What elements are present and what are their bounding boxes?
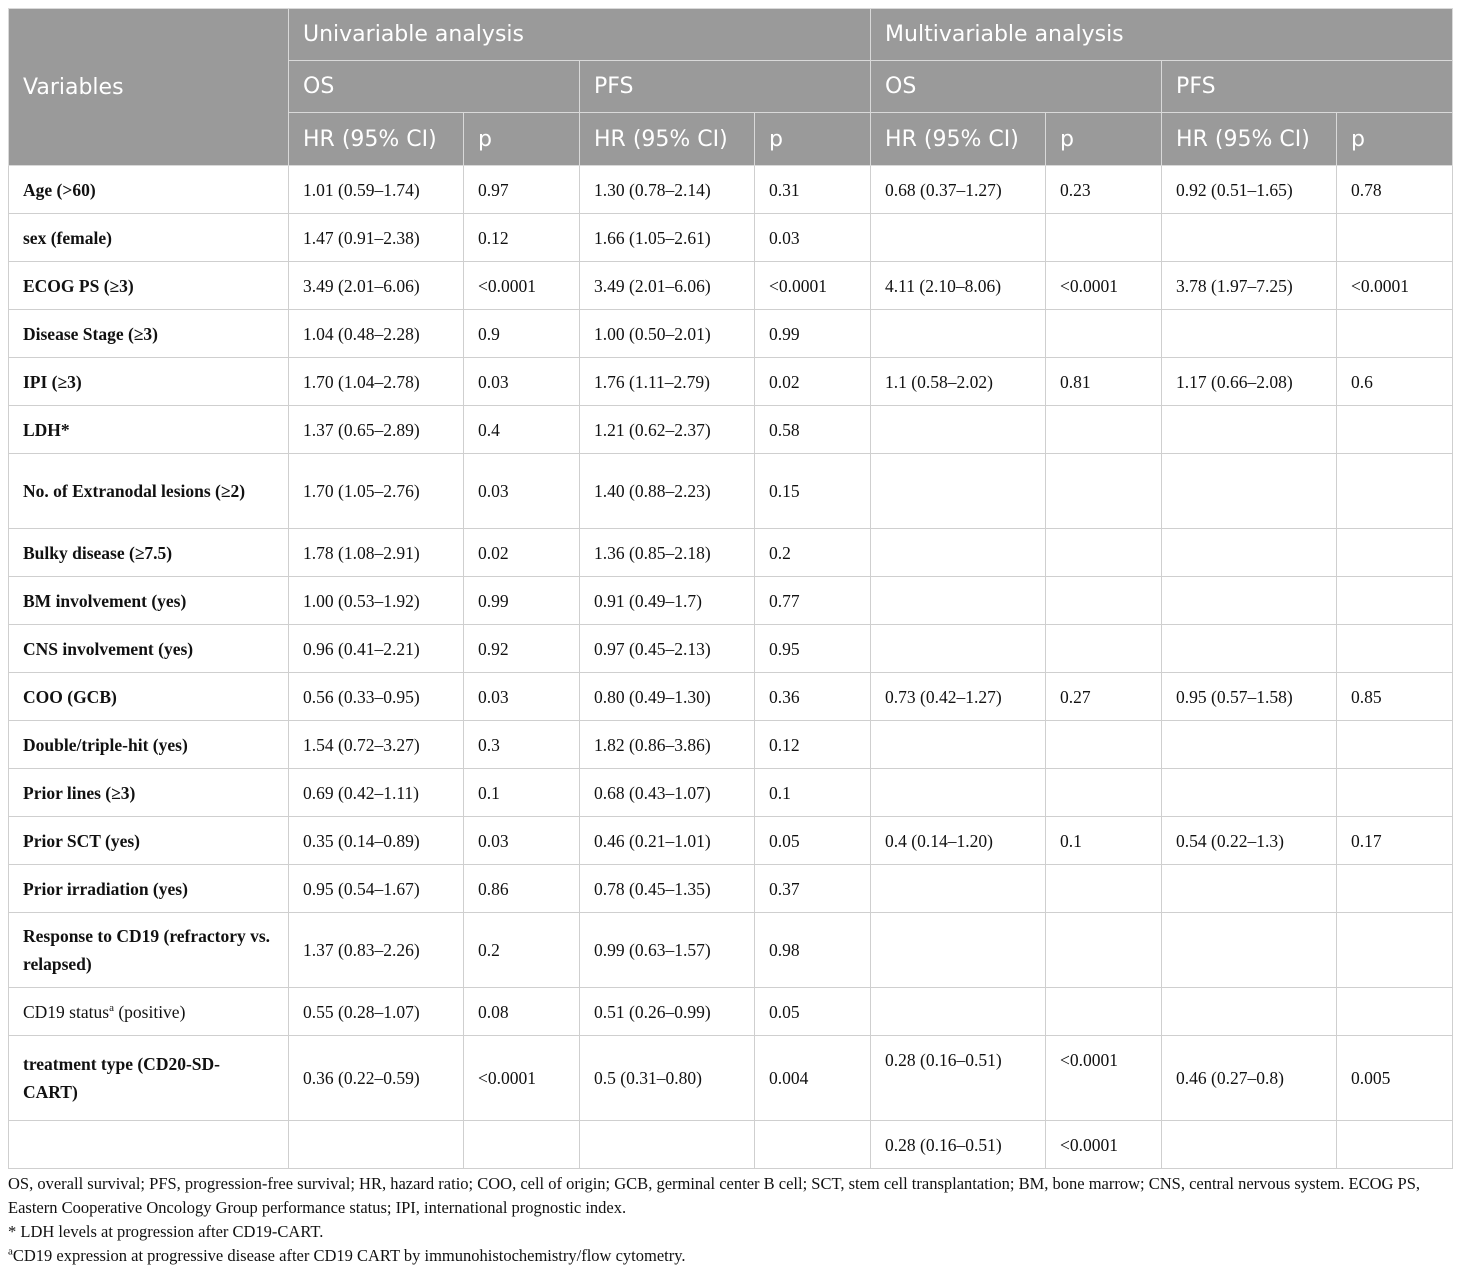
cell: 0.85 [1337,673,1453,721]
cell: 0.46 (0.27–0.8) [1162,1036,1337,1121]
cell [1337,625,1453,673]
cell [1162,529,1337,577]
cell: 1.30 (0.78–2.14) [580,166,755,214]
cell [1337,988,1453,1036]
cell: 0.58 [755,406,871,454]
cell [1162,1121,1337,1169]
cell: 1.04 (0.48–2.28) [289,310,464,358]
variable-cell: IPI (≥3) [9,358,289,406]
cell: 3.49 (2.01–6.06) [289,262,464,310]
cell [1046,454,1162,529]
cell: 0.99 [464,577,580,625]
variable-cell [9,1121,289,1169]
cell: 0.78 [1337,166,1453,214]
cell: 1.70 (1.05–2.76) [289,454,464,529]
cell: 0.46 (0.21–1.01) [580,817,755,865]
cell: 0.69 (0.42–1.11) [289,769,464,817]
cell: 0.5 (0.31–0.80) [580,1036,755,1121]
cell: 0.68 (0.43–1.07) [580,769,755,817]
cell: 0.35 (0.14–0.89) [289,817,464,865]
header-hr: HR (95% CI) [1162,113,1337,166]
header-hr: HR (95% CI) [871,113,1046,166]
cell [1046,529,1162,577]
cell [1337,913,1453,988]
cell: 0.02 [755,358,871,406]
cell: 1.37 (0.83–2.26) [289,913,464,988]
cell: 0.73 (0.42–1.27) [871,673,1046,721]
table-row [9,1121,1453,1169]
variable-cell: Prior irradiation (yes) [9,865,289,913]
cell: 0.95 [755,625,871,673]
cell: <0.0001 [1046,262,1162,310]
cell [1337,406,1453,454]
cell: 0.2 [464,913,580,988]
cell [871,214,1046,262]
cell [1046,769,1162,817]
cell [1162,577,1337,625]
footnote-marker: a [109,1001,114,1014]
cell: 0.68 (0.37–1.27) [871,166,1046,214]
header-univariable: Univariable analysis [289,9,871,61]
cell: 0.77 [755,577,871,625]
cell [871,406,1046,454]
header-variables: Variables [9,9,289,166]
cell: 0.03 [755,214,871,262]
header-p: p [755,113,871,166]
table-body [9,166,1453,1169]
cell [871,721,1046,769]
table-row [9,214,1453,262]
variable-cell: COO (GCB) [9,673,289,721]
cell [1337,769,1453,817]
cell: 1.21 (0.62–2.37) [580,406,755,454]
cell: 0.1 [464,769,580,817]
cell: 0.27 [1046,673,1162,721]
header-uni-pfs: PFS [580,61,871,113]
table-row [9,529,1453,577]
cell: 0.15 [755,454,871,529]
table-row [9,913,1453,988]
variable-cell: CNS involvement (yes) [9,625,289,673]
variable-cell: LDH* [9,406,289,454]
abbreviations-note: OS, overall survival; PFS, progression-free survival; HR, hazard ratio; COO, cell of origin; GCB, germinal center B cell; SCT, stem cell transplantation; BM, bone marrow; CNS, central nervous system. ECOG PS, Eastern Cooperative Oncology Group performance status; IPI, international prognostic index. [8,1174,1421,1217]
cell [580,1121,755,1169]
variable-cell: Prior SCT (yes) [9,817,289,865]
results-table [8,8,1453,1169]
cell: 1.47 (0.91–2.38) [289,214,464,262]
cell: 3.49 (2.01–6.06) [580,262,755,310]
table-row [9,454,1453,529]
variable-cell [9,988,289,1036]
cell: 1.17 (0.66–2.08) [1162,358,1337,406]
cell: 0.9 [464,310,580,358]
table-row [9,721,1453,769]
cell [1046,577,1162,625]
cell [464,1121,580,1169]
cell [871,625,1046,673]
cell [871,913,1046,988]
table-container [8,8,1452,1169]
cell [1337,214,1453,262]
cell [871,454,1046,529]
cell [871,310,1046,358]
cell: 1.00 (0.53–1.92) [289,577,464,625]
header-p: p [1337,113,1453,166]
cell [871,529,1046,577]
variable-text: CD19 status [23,1001,110,1022]
cell: 0.36 [755,673,871,721]
cell [1162,988,1337,1036]
cell: <0.0001 [1046,1036,1162,1121]
variable-cell: ECOG PS (≥3) [9,262,289,310]
cell: 0.51 (0.26–0.99) [580,988,755,1036]
cell: 0.96 (0.41–2.21) [289,625,464,673]
cell: 3.78 (1.97–7.25) [1162,262,1337,310]
cell [871,577,1046,625]
table-row [9,577,1453,625]
cell: 1.00 (0.50–2.01) [580,310,755,358]
cell: 0.99 (0.63–1.57) [580,913,755,988]
cell: <0.0001 [1046,1121,1162,1169]
cell [1046,310,1162,358]
variable-cell: treatment type (CD20-SD-CART) [9,1036,289,1121]
cell [1162,625,1337,673]
variable-cell: sex (female) [9,214,289,262]
footnote-marker: a [8,1245,13,1258]
cell [1162,865,1337,913]
cell: 0.03 [464,817,580,865]
cell: 0.4 (0.14–1.20) [871,817,1046,865]
cell: <0.0001 [755,262,871,310]
cell [1162,310,1337,358]
table-row [9,406,1453,454]
table-row [9,358,1453,406]
cell: 0.55 (0.28–1.07) [289,988,464,1036]
header-multi-os: OS [871,61,1162,113]
cell [871,988,1046,1036]
cell: 4.11 (2.10–8.06) [871,262,1046,310]
cell [1337,529,1453,577]
cell: 1.82 (0.86–3.86) [580,721,755,769]
cell: 0.17 [1337,817,1453,865]
cell: 0.08 [464,988,580,1036]
variable-cell: Age (>60) [9,166,289,214]
table-row [9,865,1453,913]
cell: 1.1 (0.58–2.02) [871,358,1046,406]
cell: 0.1 [755,769,871,817]
cell: 0.05 [755,988,871,1036]
cd19-note [8,1244,1458,1268]
cell: 0.95 (0.54–1.67) [289,865,464,913]
cell [1337,577,1453,625]
header-multivariable: Multivariable analysis [871,9,1453,61]
cell [1337,865,1453,913]
cell [1162,406,1337,454]
table-row [9,625,1453,673]
cell: 0.92 [464,625,580,673]
variable-cell: BM involvement (yes) [9,577,289,625]
table-row [9,988,1453,1036]
cell [1162,454,1337,529]
cell: 0.78 (0.45–1.35) [580,865,755,913]
cell [1337,1121,1453,1169]
cell: 0.36 (0.22–0.59) [289,1036,464,1121]
cell: 0.12 [464,214,580,262]
cell: 0.95 (0.57–1.58) [1162,673,1337,721]
table-footnotes [8,1172,1458,1268]
cell: 0.98 [755,913,871,988]
cd19-note-text: CD19 expression at progressive disease after CD19 CART by immunohistochemistry/flow cytometry. [12,1246,686,1265]
cell: 0.92 (0.51–1.65) [1162,166,1337,214]
table-row [9,166,1453,214]
cell: 0.31 [755,166,871,214]
cell: 0.3 [464,721,580,769]
table-row [9,310,1453,358]
variable-cell: Disease Stage (≥3) [9,310,289,358]
cell: 0.03 [464,673,580,721]
cell [871,769,1046,817]
cell [1046,406,1162,454]
variable-cell: Double/triple-hit (yes) [9,721,289,769]
cell [1162,769,1337,817]
cell: 1.40 (0.88–2.23) [580,454,755,529]
cell: 0.81 [1046,358,1162,406]
cell [755,1121,871,1169]
cell: 1.78 (1.08–2.91) [289,529,464,577]
cell [1162,214,1337,262]
cell [1046,913,1162,988]
cell: <0.0001 [464,262,580,310]
cell [1337,721,1453,769]
cell [289,1121,464,1169]
cell: 1.01 (0.59–1.74) [289,166,464,214]
cell [1046,625,1162,673]
cell: 0.80 (0.49–1.30) [580,673,755,721]
cell: 0.005 [1337,1036,1453,1121]
table-row [9,769,1453,817]
header-hr: HR (95% CI) [289,113,464,166]
cell: 1.37 (0.65–2.89) [289,406,464,454]
cell [1046,721,1162,769]
cell: 0.99 [755,310,871,358]
cell: 0.1 [1046,817,1162,865]
cell: 0.97 (0.45–2.13) [580,625,755,673]
cell [1162,913,1337,988]
cell: 0.28 (0.16–0.51) [871,1121,1046,1169]
cell [871,865,1046,913]
cell: <0.0001 [1337,262,1453,310]
header-hr: HR (95% CI) [580,113,755,166]
variable-text: (positive) [113,1001,186,1022]
cell: 0.86 [464,865,580,913]
cell: 0.97 [464,166,580,214]
cell: 0.37 [755,865,871,913]
cell [1046,865,1162,913]
cell: 0.02 [464,529,580,577]
cell: 1.54 (0.72–3.27) [289,721,464,769]
cell: 0.2 [755,529,871,577]
ldh-note: * LDH levels at progression after CD19-CART. [8,1222,324,1241]
cell [1337,310,1453,358]
table-row [9,1036,1453,1121]
cell: 0.54 (0.22–1.3) [1162,817,1337,865]
table-row [9,673,1453,721]
cell [1046,988,1162,1036]
cell: 0.6 [1337,358,1453,406]
cell: 0.03 [464,454,580,529]
cell: 1.36 (0.85–2.18) [580,529,755,577]
cell: 0.004 [755,1036,871,1121]
cell: 1.70 (1.04–2.78) [289,358,464,406]
cell: 0.56 (0.33–0.95) [289,673,464,721]
cell: <0.0001 [464,1036,580,1121]
variable-cell: Prior lines (≥3) [9,769,289,817]
header-p: p [1046,113,1162,166]
cell [1162,721,1337,769]
table-header [9,9,1453,166]
cell: 0.28 (0.16–0.51) [871,1036,1046,1121]
cell [1046,214,1162,262]
cell: 0.03 [464,358,580,406]
variable-cell: Response to CD19 (refractory vs. relapsed) [9,913,289,988]
cell: 1.76 (1.11–2.79) [580,358,755,406]
cell: 0.23 [1046,166,1162,214]
header-p: p [464,113,580,166]
cell: 0.05 [755,817,871,865]
header-uni-os: OS [289,61,580,113]
cell: 0.12 [755,721,871,769]
table-row [9,817,1453,865]
table-row [9,262,1453,310]
header-multi-pfs: PFS [1162,61,1453,113]
cell: 1.66 (1.05–2.61) [580,214,755,262]
variable-cell: Bulky disease (≥7.5) [9,529,289,577]
cell [1337,454,1453,529]
cell: 0.91 (0.49–1.7) [580,577,755,625]
cell: 0.4 [464,406,580,454]
variable-cell: No. of Extranodal lesions (≥2) [9,454,289,529]
